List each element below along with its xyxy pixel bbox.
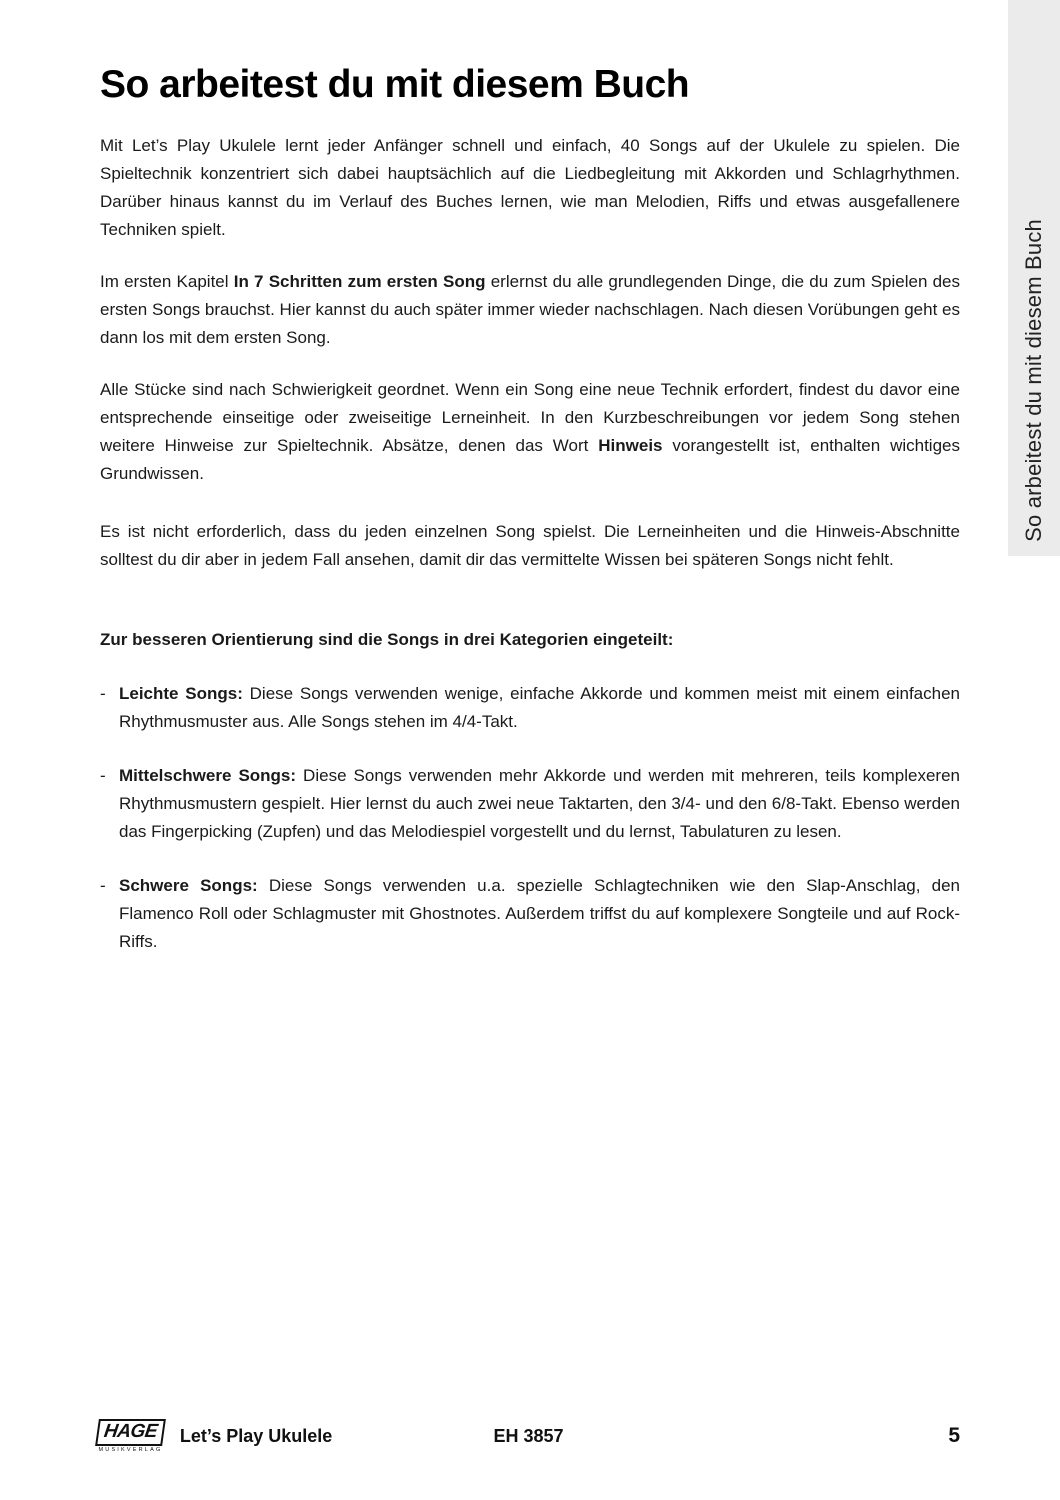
intro-paragraph-text: Mit Let’s Play Ukulele lernt jeder Anfänger schnell und einfach, 40 Songs auf der Ukulele zu spielen. Die Spieltechnik konzentriert sich dabei hauptsächlich auf die Liedbegleitung mit Akkorden und Schlagrhythmen. Darüber hinaus kannst du im Verlauf des Buches lernen, wie man Melodien, Riffs und etwas ausgefallenere Techniken spielt.	[100, 135, 960, 239]
bullet-marker: -	[100, 765, 106, 785]
difficulty-pre: Alle Stücke sind nach Schwierigkeit geordnet. Wenn ein Song eine neue Technik erfordert, findest du davor eine entsprechende einseitige oder zweiseitige Lerneinheit. In den Kurzbeschreibungen vor jedem Song stehen weitere Hinweise zur Spieltechnik. Absätze, denen das Wort	[100, 379, 960, 455]
hard-songs-label: Schwere Songs:	[119, 875, 258, 895]
list-item-body	[119, 762, 960, 846]
difficulty-bold: Hinweis	[598, 435, 663, 455]
easy-songs-text: Diese Songs verwenden wenige, einfache Akkorde und kommen meist mit einem einfachen Rhythmusmuster aus. Alle Songs stehen im 4/4-Takt.	[119, 683, 960, 731]
advice-paragraph-text: Es ist nicht erforderlich, dass du jeden einzelnen Song spielst. Die Lerneinheiten und die Hinweis-Abschnitte solltest du dir aber in jedem Fall ansehen, damit dir das vermittelte Wissen bei späteren Songs nicht fehlt.	[100, 521, 960, 569]
hage-logo-box	[95, 1419, 166, 1446]
difficulty-post: vorangestellt ist, enthalten wichtiges Grundwissen.	[100, 435, 960, 483]
page-footer	[97, 1416, 960, 1456]
difficulty-paragraph	[100, 376, 960, 488]
hage-logo-text: HAGE	[102, 1421, 159, 1442]
footer-book-title: Let’s Play Ukulele	[179, 1425, 333, 1446]
medium-songs-label: Mittelschwere Songs:	[119, 765, 297, 785]
chapter-side-tab	[1008, 0, 1060, 556]
footer-left	[97, 1419, 385, 1453]
advice-paragraph	[100, 518, 960, 574]
page-content	[100, 0, 960, 956]
categories-list	[100, 680, 960, 956]
list-item-body	[119, 872, 960, 956]
hard-songs-text: Diese Songs verwenden u.a. spezielle Schlagtechniken wie den Slap-Anschlag, den Flamenco Roll oder Schlagmuster mit Ghostnotes. Außerdem triffst du auf komplexere Songteile und auf Rock-Riffs.	[119, 875, 960, 951]
edition-code: EH 3857	[493, 1425, 564, 1446]
chapter-one-pre: Im ersten Kapitel	[100, 271, 234, 291]
list-item-hard-songs	[100, 872, 960, 956]
chapter-one-paragraph	[100, 268, 960, 352]
intro-paragraph	[100, 132, 960, 244]
chapter-one-bold: In 7 Schritten zum ersten Song	[233, 271, 486, 291]
page-title: So arbeitest du mit diesem Buch	[100, 63, 690, 106]
bullet-marker: -	[100, 683, 106, 703]
hage-logo-subtext: MUSIKVERLAG	[98, 1447, 163, 1453]
list-item-medium-songs	[100, 762, 960, 846]
page-number: 5	[948, 1424, 961, 1447]
list-item-body	[119, 680, 960, 736]
list-item-easy-songs	[100, 680, 960, 736]
categories-heading: Zur besseren Orientierung sind die Songs in drei Kategorien eingeteilt:	[100, 629, 674, 649]
chapter-one-post: erlernst du alle grundlegenden Dinge, die du zum Spielen des ersten Songs brauchst. Hier kannst du auch später immer wieder nachschlagen. Nach diesen Vorübungen geht es dann los mit dem ersten Song.	[100, 271, 961, 347]
bullet-marker: -	[100, 875, 106, 895]
chapter-side-tab-label: So arbeitest du mit diesem Buch	[1021, 219, 1046, 542]
medium-songs-text: Diese Songs verwenden mehr Akkorde und werden mit mehreren, teils komplexeren Rhythmusmustern gespielt. Hier lernst du auch zwei neue Taktarten, den 3/4- und den 6/8-Takt. Ebenso werden das Fingerpicking (Zupfen) und das Melodiespiel vorgestellt und du lernst, Tabulaturen zu lesen.	[119, 765, 960, 841]
hage-publisher-logo	[97, 1419, 164, 1453]
easy-songs-label: Leichte Songs:	[119, 683, 243, 703]
